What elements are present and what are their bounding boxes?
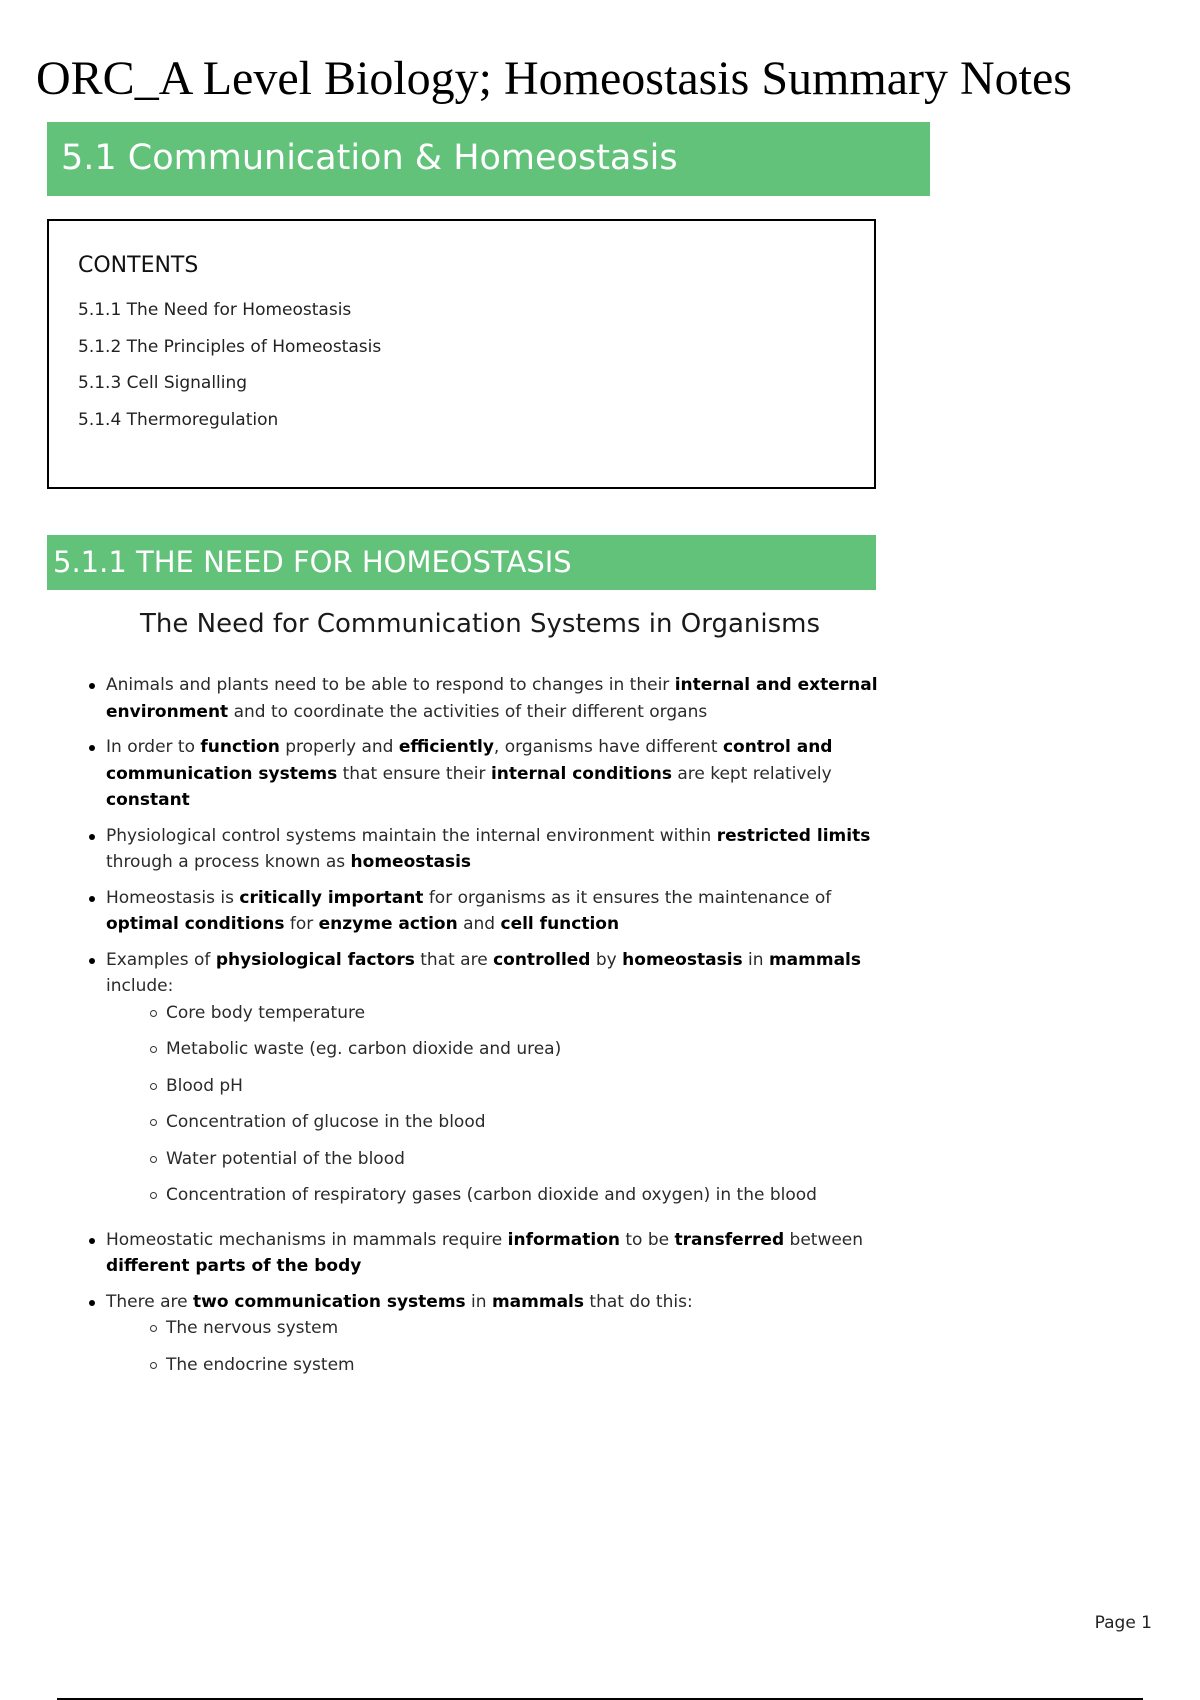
sub-bullet-item: Metabolic waste (eg. carbon dioxide and urea) <box>166 1036 886 1063</box>
text-run: and to coordinate the activities of their different organs <box>228 701 708 722</box>
text-run: between <box>784 1229 864 1250</box>
bold-text: restricted limits <box>716 825 871 846</box>
bullet-item <box>106 1289 886 1379</box>
sub-bullet-list <box>106 1315 886 1378</box>
document-title: ORC_A Level Biology; Homeostasis Summary Notes <box>36 52 1072 105</box>
subsection-banner <box>47 535 876 590</box>
bold-text: physiological factors <box>215 949 415 970</box>
sub-bullet-item: Blood pH <box>166 1073 886 1100</box>
text-run: In order to <box>106 737 201 757</box>
sub-bullet-item: Concentration of glucose in the blood <box>166 1109 886 1136</box>
bold-text: two communication systems <box>193 1291 466 1312</box>
contents-list <box>78 299 874 431</box>
text-run: that do this: <box>584 1291 693 1312</box>
bold-text: internal conditions <box>490 763 672 784</box>
text-run: that are <box>414 949 494 970</box>
sub-bullet-item: Water potential of the blood <box>166 1146 886 1173</box>
text-run: for <box>284 914 319 934</box>
bold-text: controlled <box>493 949 591 970</box>
bold-text: optimal conditions <box>106 914 285 934</box>
bullet-list <box>106 672 886 1388</box>
contents-item[interactable]: 5.1.4 Thermoregulation <box>78 409 279 430</box>
text-run: are kept relatively <box>671 763 832 784</box>
sub-bullet-list <box>106 1000 886 1209</box>
bold-text: information <box>507 1229 620 1250</box>
contents-item[interactable]: 5.1.2 The Principles of Homeostasis <box>78 336 382 357</box>
text-run: Examples of <box>106 949 216 970</box>
bullet-item <box>106 885 886 938</box>
bullet-item <box>106 1227 886 1280</box>
contents-item[interactable]: 5.1.1 The Need for Homeostasis <box>78 300 352 320</box>
bullet-item <box>106 947 886 1209</box>
bold-text: cell function <box>500 914 620 934</box>
bold-text: mammals <box>491 1291 584 1312</box>
bold-text: constant <box>106 790 190 810</box>
sub-bullet-item: The endocrine system <box>166 1352 886 1379</box>
text-run: properly and <box>279 737 399 757</box>
text-run: Homeostatic mechanisms in mammals require <box>106 1229 508 1250</box>
subsection-title: 5.1.1 THE NEED FOR HOMEOSTASIS <box>53 545 572 579</box>
text-run: , organisms have different <box>493 737 723 757</box>
bullet-item <box>106 823 886 876</box>
sub-bullet-item: The nervous system <box>166 1315 886 1342</box>
page-number: Page 1 <box>1094 1613 1152 1633</box>
bold-text: different parts of the body <box>106 1256 362 1276</box>
contents-box <box>47 219 876 489</box>
bold-text: homeostasis <box>622 949 743 970</box>
text-run: by <box>590 949 623 970</box>
bold-text: efficiently <box>398 737 494 757</box>
bold-text: transferred <box>674 1229 785 1250</box>
subsection-heading: The Need for Communication Systems in Organisms <box>140 609 821 639</box>
text-run: Physiological control systems maintain the internal environment within <box>106 825 717 846</box>
bullet-item <box>106 734 886 814</box>
bullet-item <box>106 672 886 725</box>
text-run: in <box>465 1291 492 1312</box>
text-run: There are <box>106 1291 193 1312</box>
text-run: Homeostasis is <box>106 887 240 908</box>
bold-text: function <box>200 737 280 757</box>
section-banner <box>47 122 930 196</box>
bold-text: mammals <box>768 949 861 970</box>
sub-bullet-item: Concentration of respiratory gases (carbon dioxide and oxygen) in the blood <box>166 1182 886 1209</box>
bold-text: internal and external environment <box>106 675 878 722</box>
text-run: that ensure their <box>337 763 491 784</box>
text-run: to be <box>619 1229 675 1250</box>
contents-item[interactable]: 5.1.3 Cell Signalling <box>78 373 248 393</box>
bold-text: homeostasis <box>350 852 472 872</box>
section-title: 5.1 Communication & Homeostasis <box>61 138 678 178</box>
sub-bullet-item: Core body temperature <box>166 1000 886 1027</box>
bold-text: critically important <box>239 887 424 908</box>
text-run: through a process known as <box>106 852 351 872</box>
bold-text: enzyme action <box>318 914 458 934</box>
text-run: and <box>457 914 501 934</box>
bold-text: control and communication systems <box>106 737 833 784</box>
text-run: include: <box>106 976 174 996</box>
contents-heading: CONTENTS <box>78 253 199 278</box>
text-run: in <box>742 949 769 970</box>
text-run: Animals and plants need to be able to respond to changes in their <box>106 675 675 695</box>
text-run: for organisms as it ensures the maintenance of <box>423 887 832 908</box>
